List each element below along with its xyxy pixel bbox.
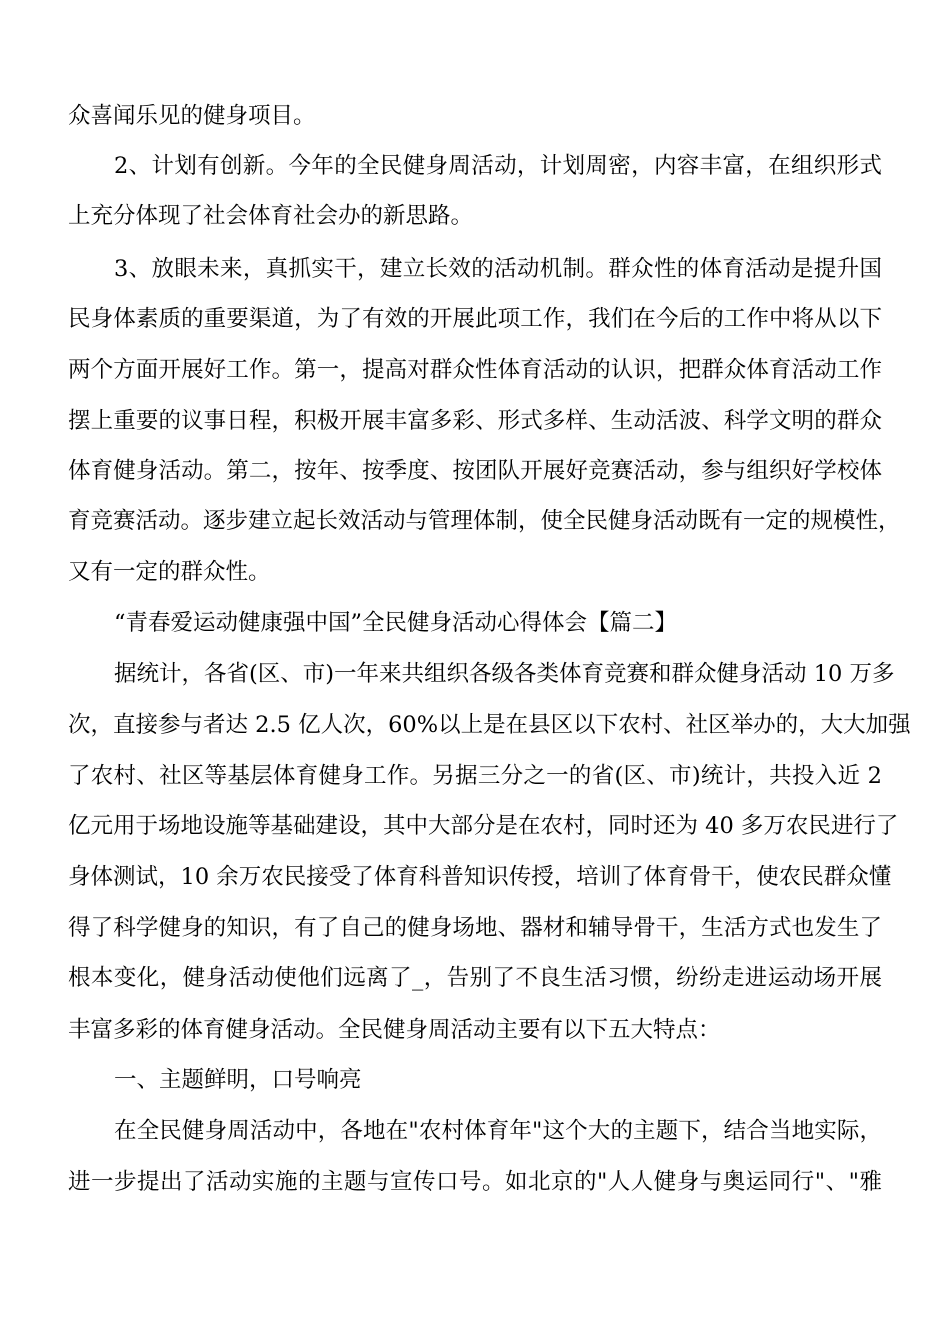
paragraph-4-line-1: 据统计，各省(区、市)一年来共组织各级各类体育竞赛和群众健身活动 10 万多 [114,661,895,687]
section-heading: “青春爱运动健康强中国”全民健身活动心得体会【篇二】 [114,610,678,636]
paragraph-4-line-3: 了农村、社区等基层体育健身工作。另据三分之一的省(区、市)统计，共投入近 2 [68,763,882,789]
paragraph-5-line-1: 在全民健身周活动中，各地在"农村体育年"这个大的主题下，结合当地实际， [114,1118,882,1144]
subheading-1: 一、主题鲜明，口号响亮 [114,1067,362,1093]
paragraph-3-line-2: 民身体素质的重要渠道，为了有效的开展此项工作，我们在今后的工作中将从以下 [68,306,882,332]
paragraph-4-line-2: 次，直接参与者达 2.5 亿人次，60%以上是在县区以下农村、社区举办的，大大加强 [68,712,911,738]
paragraph-4-line-8: 丰富多彩的体育健身活动。全民健身周活动主要有以下五大特点： [68,1017,721,1043]
paragraph-3-line-3: 两个方面开展好工作。第一，提高对群众性体育活动的认识，把群众体育活动工作 [68,357,882,383]
text-line-1: 众喜闻乐见的健身项目。 [68,103,316,129]
paragraph-4-line-4: 亿元用于场地设施等基础建设，其中大部分是在农村，同时还为 40 多万农民进行了 [68,813,899,839]
paragraph-4-line-5: 身体测试，10 余万农民接受了体育科普知识传授，培训了体育骨干，使农民群众懂 [68,864,892,890]
paragraph-2-line-1: 2、计划有创新。今年的全民健身周活动，计划周密，内容丰富，在组织形式 [114,153,882,179]
paragraph-3-line-5: 体育健身活动。第二，按年、按季度、按团队开展好竞赛活动，参与组织好学校体 [68,458,882,484]
paragraph-2-line-2: 上充分体现了社会体育社会办的新思路。 [68,203,474,229]
paragraph-4-line-7: 根本变化，健身活动使他们远离了_，告别了不良生活习惯，纷纷走进运动场开展 [68,965,882,991]
paragraph-3-line-4: 摆上重要的议事日程，积极开展丰富多彩、形式多样、生动活波、科学文明的群众 [68,408,882,434]
paragraph-3-line-7: 又有一定的群众性。 [68,559,271,585]
paragraph-4-line-6: 得了科学健身的知识，有了自己的健身场地、器材和辅导骨干，生活方式也发生了 [68,915,882,941]
paragraph-3-line-6: 育竞赛活动。逐步建立起长效活动与管理体制，使全民健身活动既有一定的规模性， [68,508,901,534]
paragraph-5-line-2: 进一步提出了活动实施的主题与宣传口号。如北京的"人人健身与奥运同行"、"雅 [68,1169,882,1195]
paragraph-3-line-1: 3、放眼未来，真抓实干，建立长效的活动机制。群众性的体育活动是提升国 [114,256,882,282]
